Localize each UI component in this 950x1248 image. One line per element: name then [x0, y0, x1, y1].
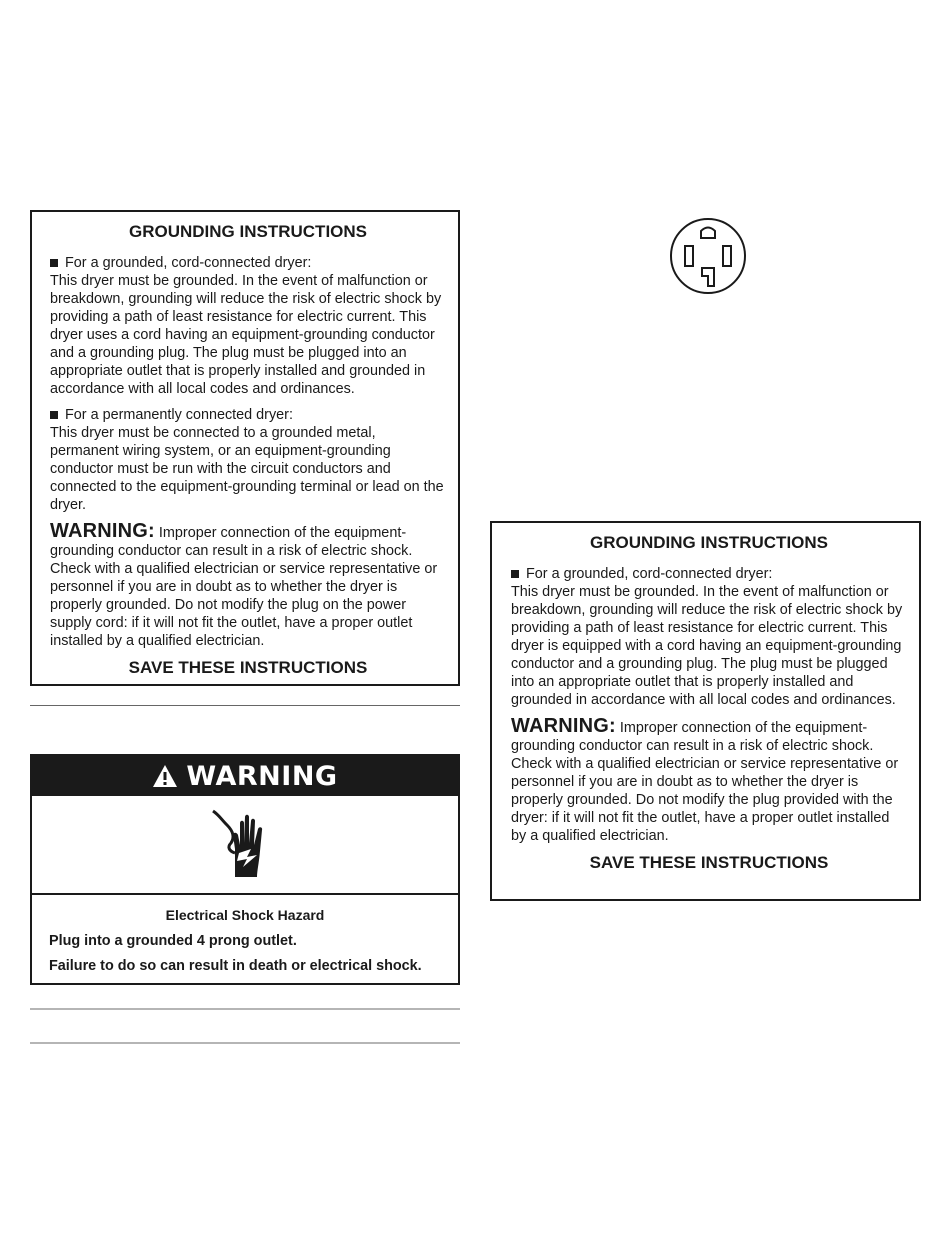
hazard-consequence: Failure to do so can result in death or electrical shock.: [49, 958, 422, 974]
warning-icon-area: [32, 796, 458, 895]
divider: [30, 705, 460, 706]
section-body: This dryer must be grounded. In the event of malfunction or breakdown, grounding will reduce the risk of electric shock by providing a path of least resistance for electric current. This dryer uses a cord having an equipment-grounding conductor and a grounding plug. The plug must be plugged into an appropriate outlet that is properly installed and grounded in accordance with all local codes and ordinances.: [50, 273, 442, 397]
warning-body: Improper connection of the equipment-grounding conductor can result in a risk of electric shock. Check with a qualified electrician or service representative or personnel if you are in doubt as to whether the dryer is properly grounded. Do not modify the plug on the power supply cord: if it will not fit the outlet, have a proper outlet installed by a qualified electrician.: [50, 525, 438, 649]
section-body: This dryer must be grounded. In the event of malfunction or breakdown, grounding will reduce the risk of electric shock by providing a path of least resistance for electric current. This dryer is equipped with a cord having an equipment-grounding conductor and a grounding plug. The plug must be plugged into an appropriate outlet that is properly installed and grounded in accordance with all local codes and ordinances.: [511, 584, 903, 708]
hazard-title: Electrical Shock Hazard: [165, 907, 325, 923]
bullet-square-icon: [50, 259, 58, 267]
box-title: GROUNDING INSTRUCTIONS: [590, 533, 828, 552]
divider: [30, 1008, 460, 1010]
divider: [30, 1042, 460, 1044]
section-body: This dryer must be connected to a grounded metal, permanent wiring system, or an equipment-grounding conductor must be run with the circuit conductors and connected to the equipment-grounding terminal or lead on the dryer.: [50, 425, 444, 513]
warning-body: Improper connection of the equipment-grounding conductor can result in a risk of electric shock. Check with a qualified electrician or service representative or personnel if you are in doubt as to whether the dryer is properly grounded. Do not modify the plug provided with the dryer: if it will not fit the outlet, have a proper outlet installed by a qualified electrician.: [511, 720, 899, 844]
electrical-shock-hand-icon: [205, 805, 285, 885]
section-heading-text: For a grounded, cord-connected dryer:: [526, 566, 773, 582]
four-prong-outlet-icon: [668, 216, 748, 296]
warning-header: [32, 756, 458, 796]
bullet-square-icon: [511, 570, 519, 578]
warning-label: WARNING:: [50, 520, 155, 542]
warning-paragraph: [50, 522, 446, 650]
save-instructions: SAVE THESE INSTRUCTIONS: [128, 658, 368, 677]
save-instructions: SAVE THESE INSTRUCTIONS: [589, 853, 829, 872]
section-heading: [50, 406, 446, 424]
section-heading-text: For a permanently connected dryer:: [65, 407, 293, 423]
section-heading-text: For a grounded, cord-connected dryer:: [65, 255, 312, 271]
section-heading: [50, 254, 446, 272]
bullet-square-icon: [50, 411, 58, 419]
box-title: GROUNDING INSTRUCTIONS: [129, 222, 367, 241]
section-heading: [511, 565, 907, 583]
warning-box: [30, 754, 460, 985]
warning-paragraph: [511, 717, 907, 845]
grounding-instructions-box-left: [30, 210, 460, 686]
grounding-instructions-box-right: [490, 521, 921, 901]
hazard-instruction: Plug into a grounded 4 prong outlet.: [49, 933, 297, 949]
warning-label: WARNING:: [511, 715, 616, 737]
warning-triangle-icon: [152, 764, 178, 788]
warning-header-text: WARNING: [186, 760, 338, 792]
